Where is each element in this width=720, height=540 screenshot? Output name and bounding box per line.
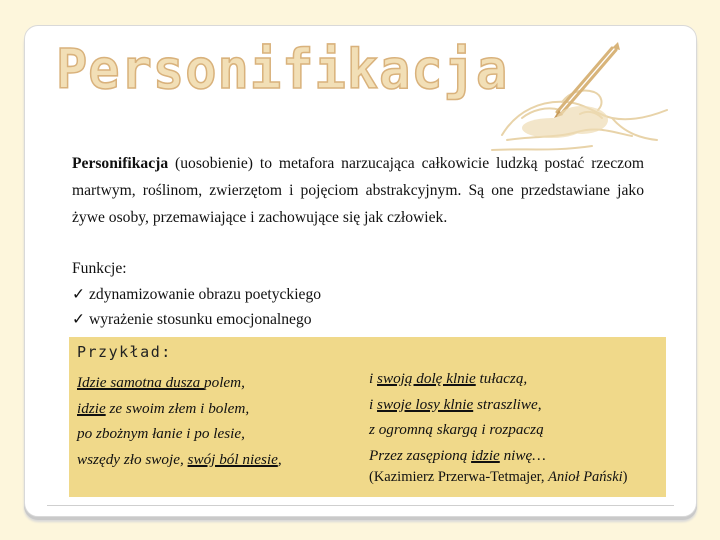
attribution-suffix: ) — [622, 469, 628, 485]
poem-line — [369, 366, 546, 392]
poem-fragment: z ogromną skargą i rozpaczą — [369, 421, 544, 438]
poem-line — [369, 443, 546, 469]
poem-fragment: idzie — [77, 399, 106, 417]
function-label: wyrażenie stosunku emocjonalnego — [88, 311, 312, 328]
writing-hand-icon — [462, 40, 672, 160]
poem-fragment: straszliwe, — [473, 395, 542, 413]
function-label: zdynamizowanie obrazu poetyckiego — [88, 285, 322, 303]
poem-fragment: tułaczą, — [475, 370, 528, 387]
functions-list — [72, 256, 472, 333]
poem-fragment: Idzie samotna dusza — [77, 374, 204, 391]
functions-heading: Funkcje: — [72, 260, 127, 277]
poem-fragment: i — [369, 395, 378, 413]
poem-fragment: polem, — [204, 374, 245, 391]
poem-fragment: swoją dolę klnie — [377, 370, 476, 387]
poem-fragment: idzie — [471, 446, 500, 464]
attribution-prefix: (Kazimierz Przerwa-Tetmajer, — [369, 469, 549, 485]
poem-left — [77, 370, 282, 472]
page-title: Personifikacja — [56, 38, 509, 102]
poem-fragment: , — [277, 450, 282, 468]
poem-line — [77, 447, 282, 473]
poem-line — [369, 417, 546, 443]
poem-fragment: swoje losy klnie — [377, 395, 474, 413]
poem-fragment: po zbożnym łanie i po lesie, — [77, 425, 245, 442]
attribution — [369, 469, 628, 486]
poem-line — [77, 396, 282, 422]
definition-body: (uosobienie) to metafora narzucająca całkowicie ludzką postać rzeczom martwym, roślinom, zwierzętom i pojęciom abstrakcyjnym. Są one przedstawiane jako żywe osoby, przemawiające i zachowujące się jak człowiek. — [72, 155, 644, 226]
poem-fragment: swój ból niesie — [187, 450, 278, 468]
poem-fragment: Przez zasępioną — [369, 446, 472, 464]
poem-fragment: wszędy zło swoje, — [77, 450, 188, 468]
check-icon: ✓ — [72, 311, 86, 328]
divider — [47, 505, 674, 506]
poem-line — [369, 392, 546, 418]
check-icon: ✓ — [72, 285, 86, 303]
poem-fragment: i — [369, 370, 378, 387]
poem-line — [77, 421, 282, 447]
list-item — [72, 282, 472, 308]
definition-paragraph — [72, 150, 644, 231]
poem-line — [77, 370, 282, 396]
example-box — [69, 337, 666, 497]
list-item — [72, 307, 472, 333]
attribution-title: Anioł Pański — [548, 469, 623, 485]
poem-right — [369, 366, 546, 468]
poem-fragment: ze swoim złem i bolem, — [105, 399, 250, 417]
poem-fragment: niwę… — [499, 446, 546, 464]
example-label: Przykład: — [77, 343, 172, 361]
definition-term: Personifikacja — [72, 155, 169, 172]
